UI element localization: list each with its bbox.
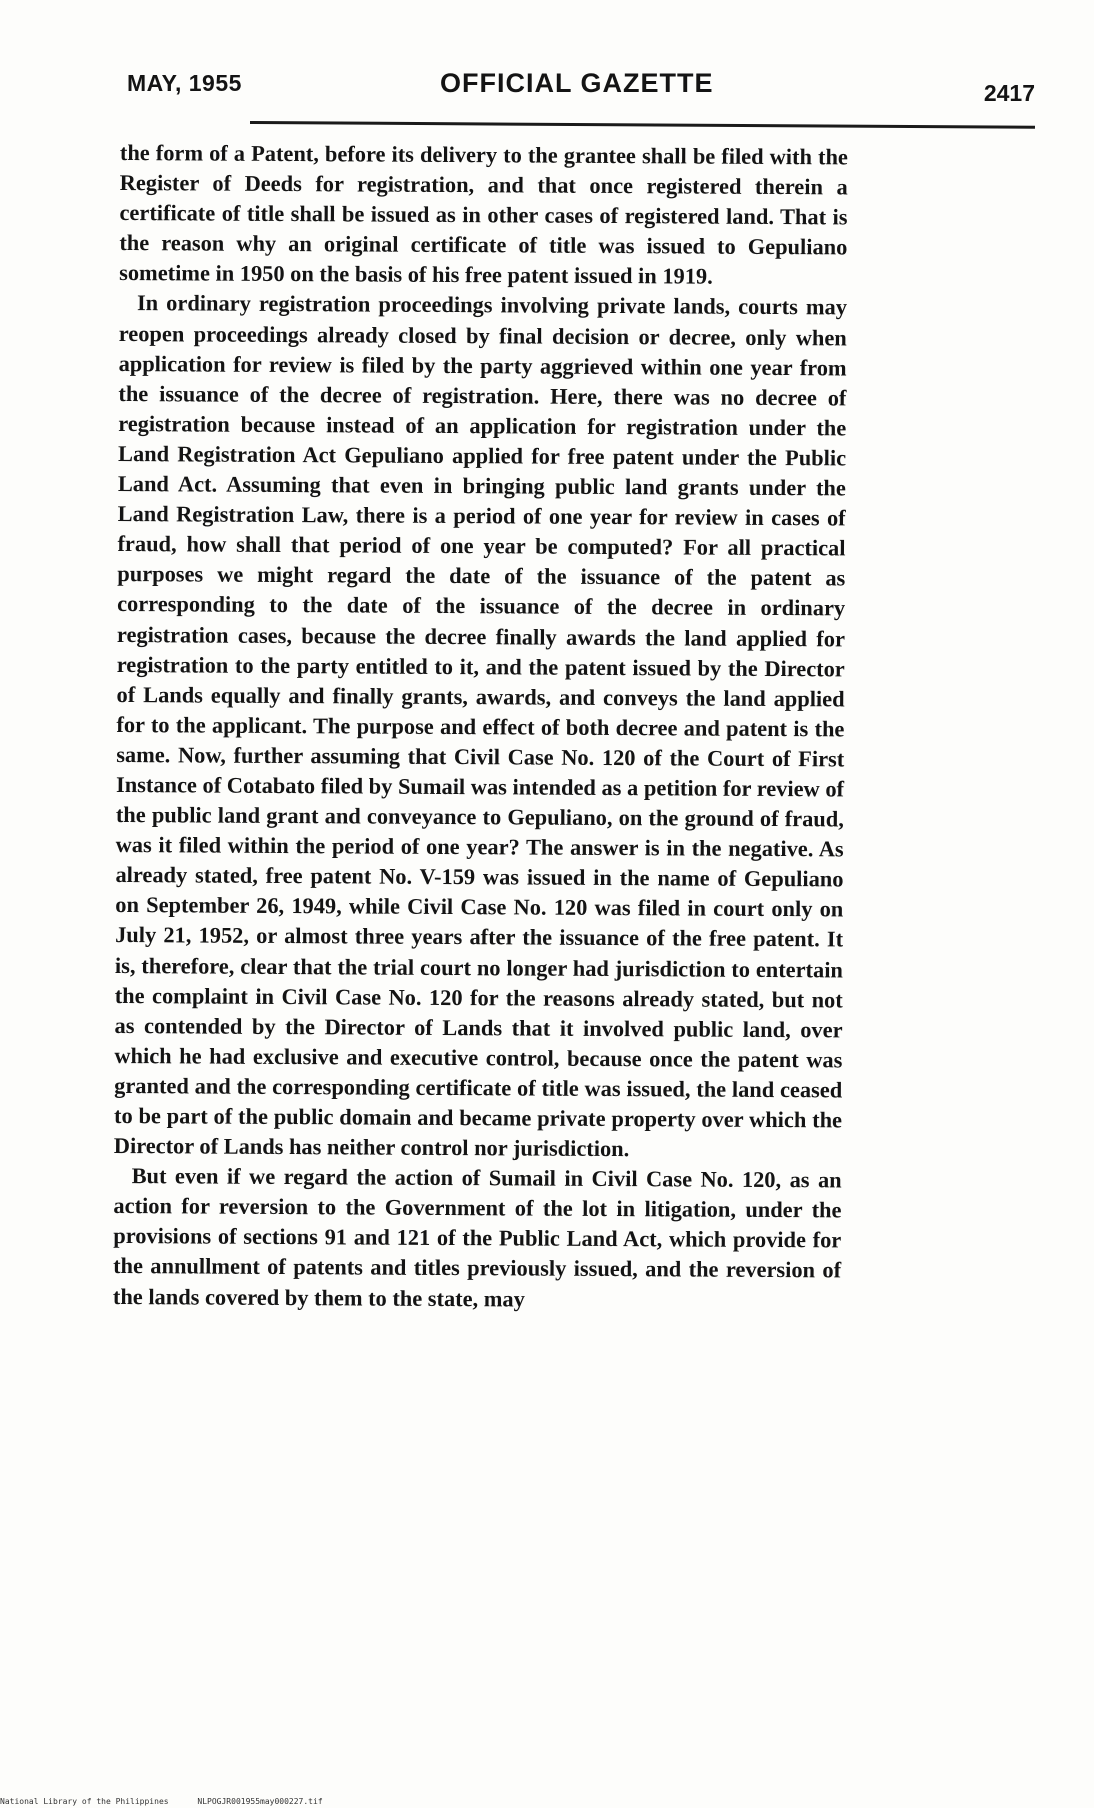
file-identifier: NLPOGJR001955may000227.tif	[197, 1797, 323, 1806]
header-rule	[250, 121, 1035, 129]
issue-date: MAY, 1955	[127, 70, 242, 96]
library-credit: National Library of the Philippines	[0, 1797, 169, 1806]
paragraph-ordinary-registration: In ordinary registration proceedings involving private lands, courts may reopen proceedings already closed by final decision or decree, only when application for review is filed by the party aggrieved within one year from the issuance of the decree of registration. Here, there was no decree of registration because instead of an application for registration under the Land Registration Act Gepuliano applied for free patent under the Public Land Act. Assuming that even in bringing public land grants under the Land Registration Law, there is a period of one year for review in cases of fraud, how shall that period of one year be computed? For all practical purposes we might regard the date of the issuance of the patent as corresponding to the date of the issuance of the decree in ordinary registration cases, because the decree finally awards the land applied for registration to the party entitled to it, and the patent issued by the Director of Lands equally and finally grants, awards, and conveys the land applied for to the applicant. The purpose and effect of both decree and patent is the same. Now, further assuming that Civil Case No. 120 of the Court of First Instance of Cotabato filed by Sumail was intended as a petition for review of the public land grant and conveyance to Gepuliano, on the ground of fraud, was it filed within the period of one year? The answer is in the negative. As already stated, free patent No. V-159 was issued in the name of Gepuliano on September 26, 1949, while Civil Case No. 120 was filed in court only on July 21, 1952, or almost three years after the issuance of the free patent. It is, therefore, clear that the trial court no longer had jurisdiction to entertain the complaint in Civil Case No. 120 for the reasons already stated, but not as contended by the Director of Lands that it involved public land, over which he had exclusive and executive control, because once the patent was granted and the corresponding certificate of title was issued, the land ceased to be part of the public domain and became private property over which the Director of Lands has neither control nor jurisdiction.	[113, 290, 848, 1162]
publication-title: OFFICIAL GAZETTE	[440, 68, 714, 98]
article-body	[113, 138, 848, 1316]
scan-footer	[0, 1797, 323, 1806]
paragraph-continuation: the form of a Patent, before its delivery to the grantee shall be filed with the Register of Deeds for registration, and that once registered therein a certificate of title shall be issued as in other cases of registered land. That is the reason why an original certificate of title was issued to Gepuliano sometime in 1950 on the basis of his free patent issued in 1919.	[119, 139, 848, 289]
paragraph-reversion: But even if we regard the action of Sumail in Civil Case No. 120, as an action for reversion to the Government of the lot in litigation, under the provisions of sections 91 and 121 of the Public Land Act, which provide for the annullment of patents and titles previously issued, and the reversion of the lands covered by them to the state, may	[112, 1163, 842, 1312]
page-number: 2417	[983, 80, 1035, 106]
page-header	[125, 66, 1035, 106]
